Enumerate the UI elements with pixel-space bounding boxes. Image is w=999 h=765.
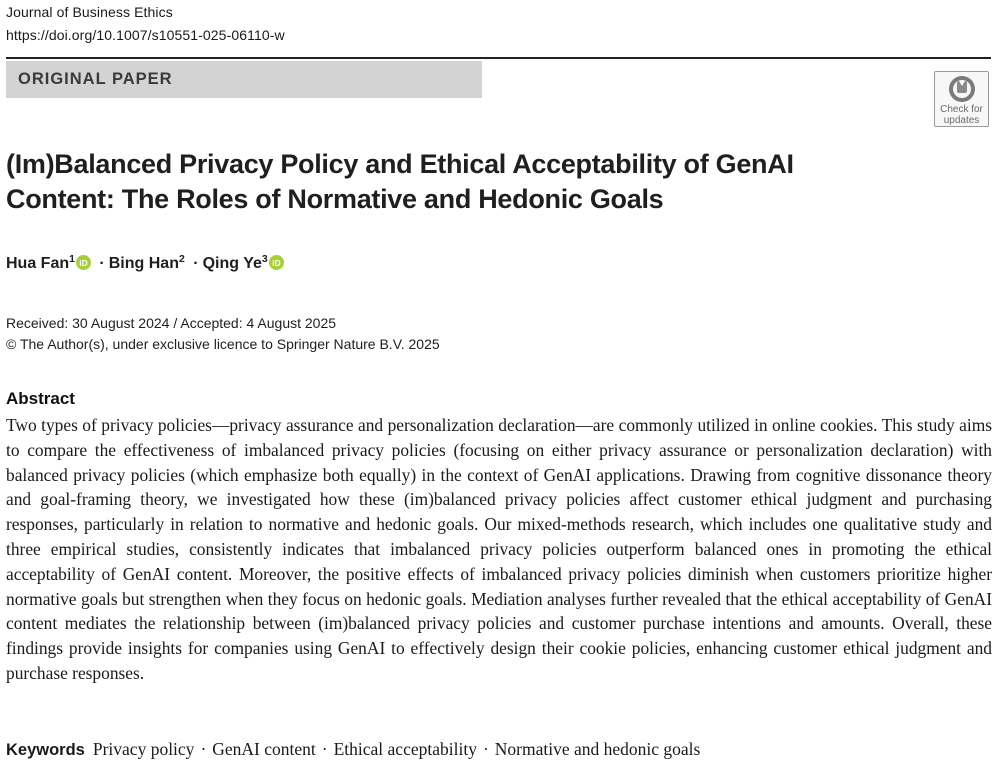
author-list [6, 255, 284, 273]
check-for-updates-badge[interactable] [934, 71, 989, 127]
publication-dates [6, 313, 440, 355]
keyword-separator: · [321, 739, 328, 759]
header-rule [6, 57, 991, 59]
keyword-separator: · [482, 739, 489, 759]
orcid-icon[interactable] [269, 255, 284, 270]
copyright-notice: © The Author(s), under exclusive licence to Springer Nature B.V. 2025 [6, 336, 440, 352]
keywords-label: Keywords [6, 741, 85, 759]
journal-name: Journal of Business Ethics [6, 4, 173, 20]
check-for-updates-text: Check for updates [940, 104, 983, 126]
author-name[interactable]: Bing Han [108, 255, 179, 272]
abstract-heading: Abstract [6, 389, 75, 408]
article-type-label: ORIGINAL PAPER [18, 70, 173, 88]
keyword-item: Ethical acceptability [333, 739, 477, 759]
article-type-banner [6, 61, 482, 98]
check-for-updates-icon [948, 75, 976, 103]
svg-text:iD: iD [79, 257, 88, 268]
doi-link[interactable]: https://doi.org/10.1007/s10551-025-06110-w [6, 27, 285, 43]
received-accepted-dates: Received: 30 August 2024 / Accepted: 4 August 2025 [6, 315, 337, 331]
author-affiliation: 1 [69, 253, 75, 265]
author-affiliation: 3 [261, 253, 268, 265]
author-separator: · [99, 255, 105, 272]
keyword-item: Privacy policy [92, 739, 195, 759]
keyword-item: Normative and hedonic goals [494, 739, 701, 759]
abstract-text: Two types of privacy policies—privacy assurance and personalization declaration—are commonly utilized in online cookies. This study aims to compare the effectiveness of imbalanced privacy policies (focusing on either privacy assurance or personalization declaration) with balanced privacy policies (which emphasize both equally) in the context of GenAI applications. Drawing from cognitive dissonance theory and goal-framing theory, we investigated how these (im)balanced privacy policies affect customer ethical judgment and purchasing responses, particularly in relation to normative and hedonic goals. Our mixed-methods research, which includes one qualitative study and three empirical studies, consistently indicates that imbalanced privacy policies outperform balanced ones in promoting the ethical acceptability of GenAI content. Moreover, the positive effects of imbalanced privacy policies diminish when customers prioritize higher normative goals but strengthen when they focus on hedonic goals. Mediation analyses further revealed that the ethical acceptability of GenAI content mediates the relationship between (im)balanced privacy policies and customer purchase intentions and amounts. Overall, these findings provide insights for companies using GenAI to effectively design their cookie policies, enhancing customer ethical judgment and purchase responses. [6, 415, 992, 683]
keywords [6, 739, 700, 760]
author-name[interactable]: Qing Ye [202, 255, 262, 272]
svg-text:iD: iD [272, 257, 281, 268]
author-separator: · [193, 255, 199, 272]
keyword-separator: · [200, 739, 207, 759]
author-affiliation: 2 [178, 253, 185, 265]
author-name[interactable]: Hua Fan [6, 255, 70, 272]
keyword-item: GenAI content [212, 739, 316, 759]
orcid-icon[interactable] [76, 255, 91, 270]
paper-title: (Im)Balanced Privacy Policy and Ethical Acceptability of GenAI Content: The Roles of Normative and Hedonic Goals [6, 149, 794, 214]
